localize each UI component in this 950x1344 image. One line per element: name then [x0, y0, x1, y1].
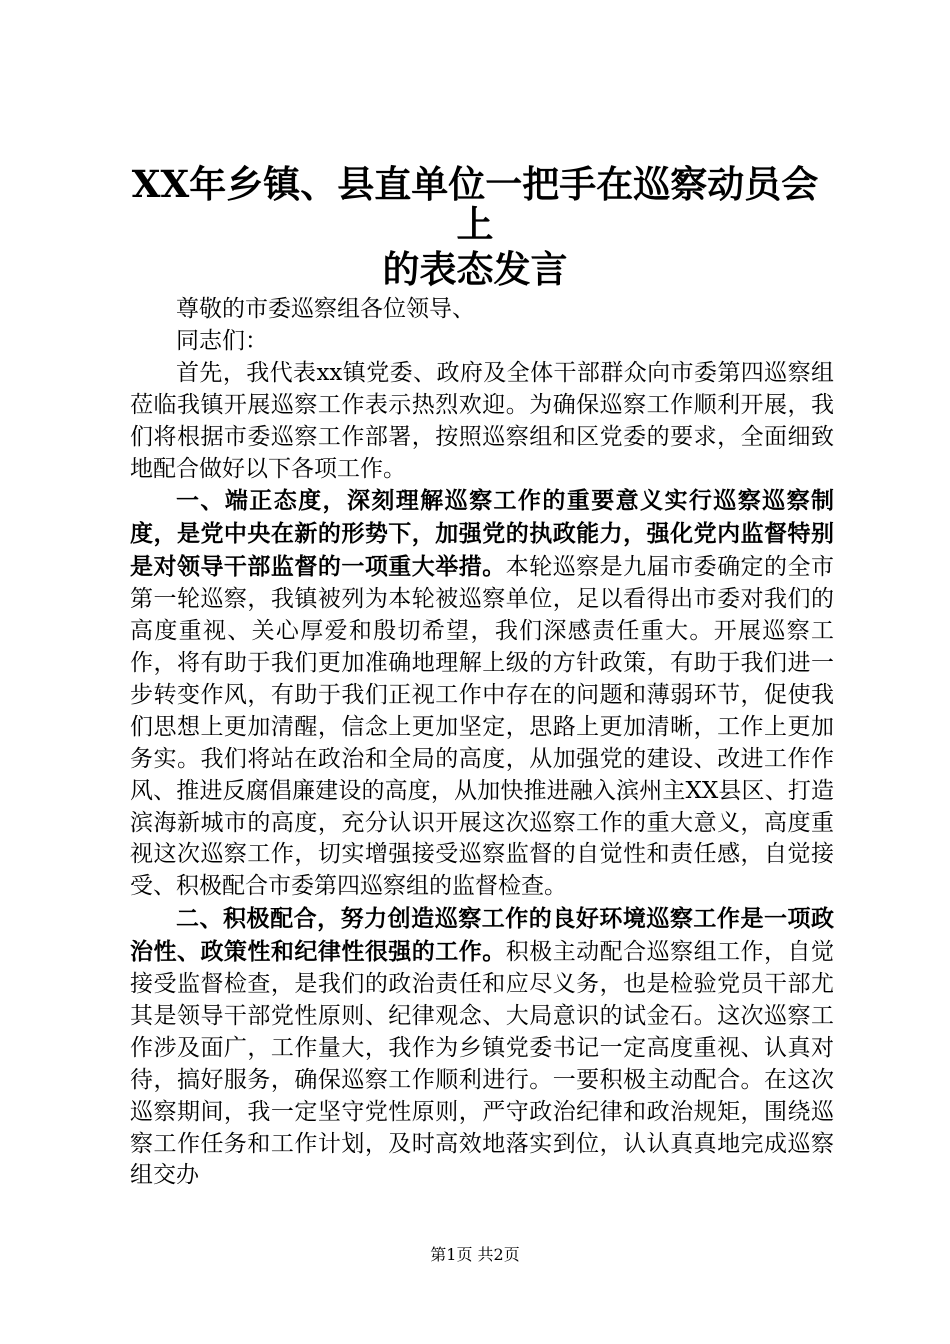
section-2-heading: 二、积极配合，努力创造巡察工作的良好环境巡察工作是一项政治性、政策性和纪律性很强的工作。: [130, 905, 834, 966]
section-2-paragraph: [130, 903, 834, 1192]
page-footer: 第1页 共2页: [430, 1245, 520, 1264]
intro-paragraph: 首先，我代表xx镇党委、政府及全体干部群众向市委第四巡察组莅临我镇开展巡察工作表示热烈欢迎。为确保巡察工作顺利开展，我们将根据市委巡察工作部署，按照巡察组和区党委的要求，全面细致地配合做好以下各项工作。: [130, 359, 834, 482]
document-title-line-1: XX年乡镇、县直单位一把手在巡察动员会上: [131, 162, 819, 246]
section-2-body: 积极主动配合巡察组工作，自觉接受监督检查，是我们的政治责任和应尽义务，也是检验党员干部尤其是领导干部党性原则、纪律观念、大局意识的试金石。这次巡察工作涉及面广，工作量大，我作为乡镇党委书记一定高度重视、认真对待，搞好服务，确保巡察工作顺利进行。一要积极主动配合。在这次巡察期间，我一定坚守党性原则，严守政治纪律和政治规矩，围绕巡察工作任务和工作计划，及时高效地落实到位，认认真真地完成巡察组交办: [130, 939, 835, 1189]
section-1-body: 本轮巡察是九届市委确定的全市第一轮巡察，我镇被列为本轮被巡察单位，足以看得出市委对我们的高度重视、关心厚爱和殷切希望，我们深感责任重大。开展巡察工作，将有助于我们更加准确地理解上级的方针政策，有助于我们进一步转变作风，有助于我们正视工作中存在的问题和薄弱环节，促使我们思想上更加清醒，信念上更加坚定，思路上更加清晰，工作上更加务实。我们将站在政治和全局的高度，从加强党的建设、改进工作作风、推进反腐倡廉建设的高度，从加快推进融入滨州主XX县区、打造滨海新城市的高度，充分认识开展这次巡察工作的重大意义，高度重视这次巡察工作，切实增强接受巡察监督的自觉性和责任感，自觉接受、积极配合市委第四巡察组的监督检查。: [130, 554, 835, 900]
salutation-line-1: 尊敬的市委巡察组各位领导、: [176, 296, 475, 322]
salutation-line-2: 同志们：: [176, 327, 268, 354]
document-title-line-2: 的表态发言: [382, 247, 568, 291]
document-body: [130, 294, 834, 1192]
section-1-heading: 一、端正态度，深刻理解巡察工作的重要意义实行巡察巡察制度，是党中央在新的形势下，加强党的执政能力，强化党内监督特别是对领导干部监督的一项重大举措。: [130, 487, 834, 581]
section-1-paragraph: [130, 485, 834, 903]
